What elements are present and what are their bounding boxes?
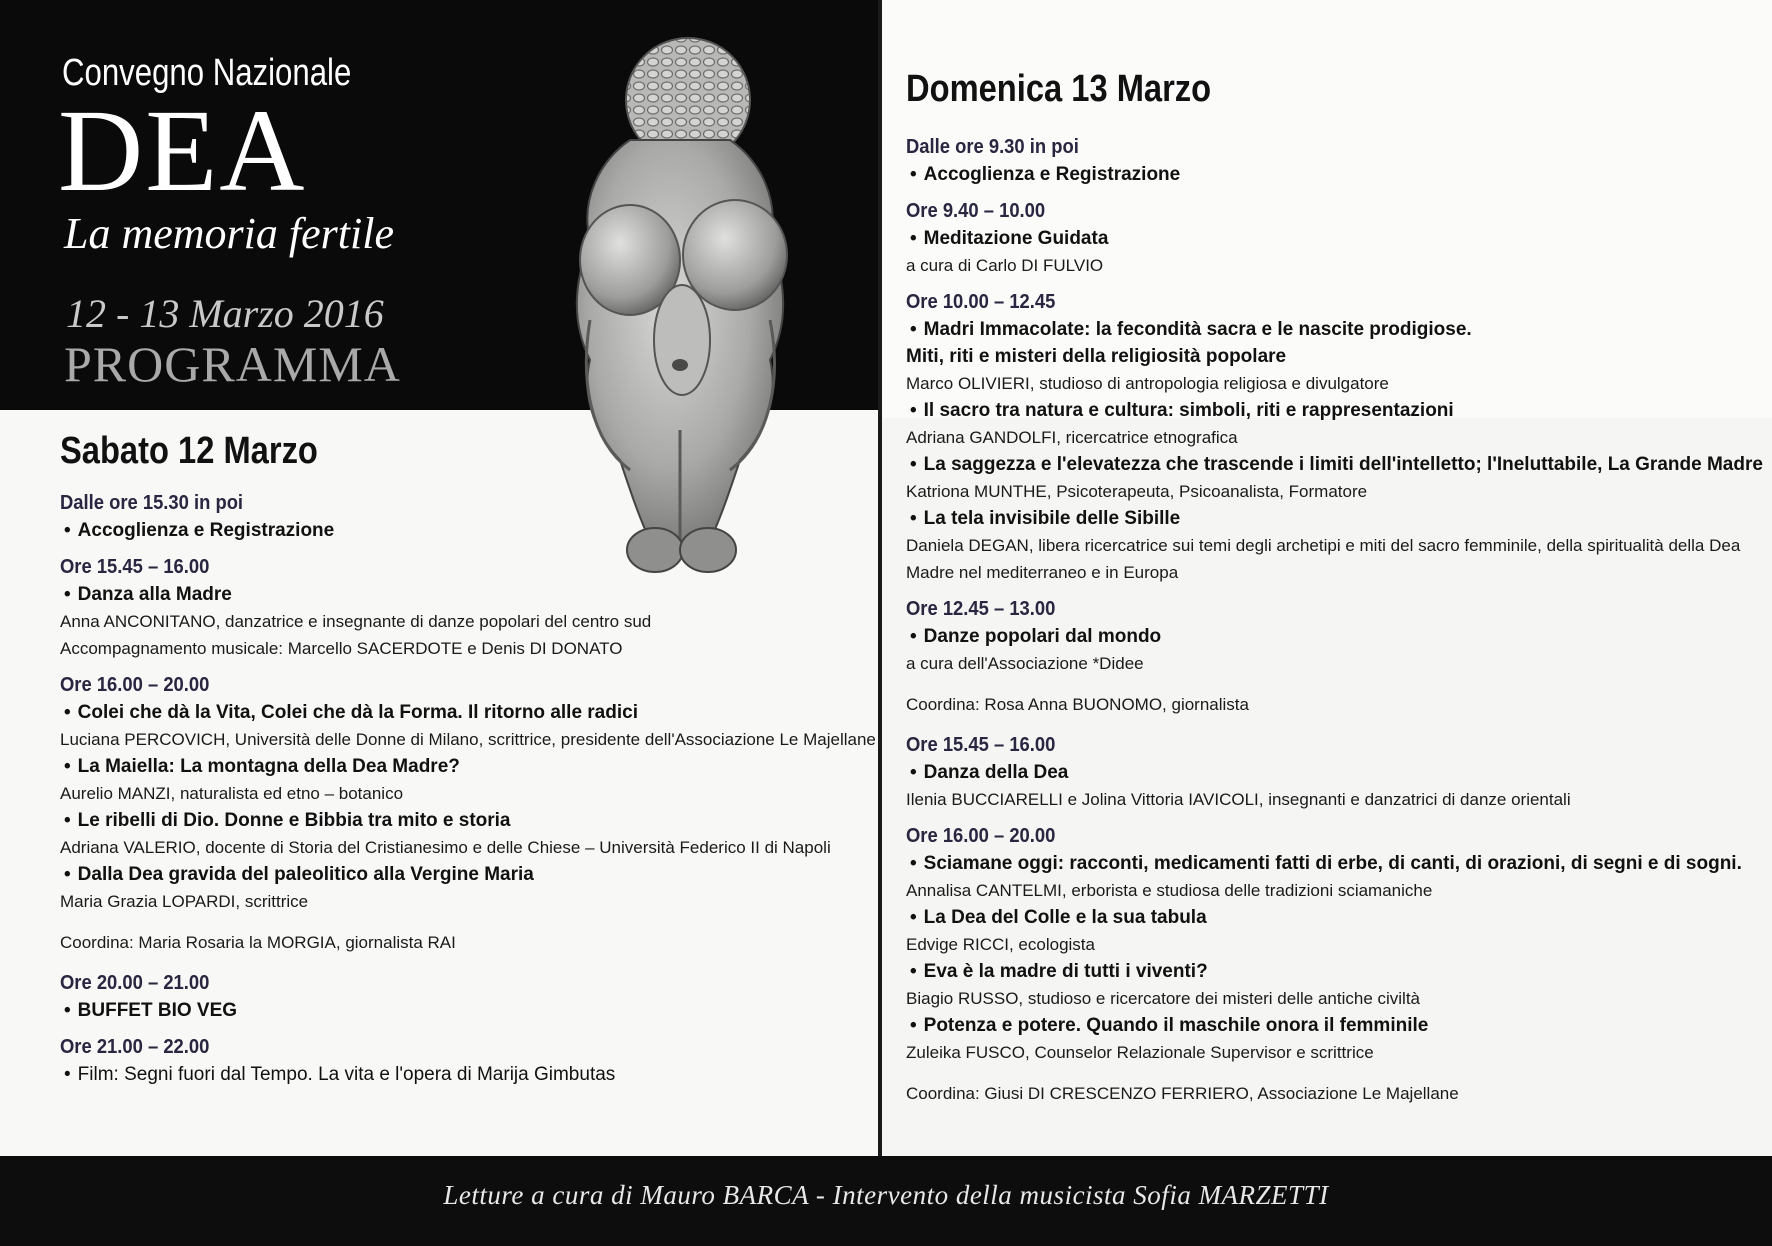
session-title: • Madri Immacolate: la fecondità sacra e le nascite prodigiose. [906, 316, 1766, 343]
program-block [60, 554, 920, 662]
speaker-info: Annalisa CANTELMI, erborista e studiosa delle tradizioni sciamaniche [906, 881, 1433, 900]
session-title: • Le ribelli di Dio. Donne e Bibbia tra mito e storia [60, 807, 920, 834]
session-title: • La saggezza e l'elevatezza che trascende i limiti dell'intelletto; l'Ineluttabile, La Grande Madre [906, 451, 1766, 478]
speaker-info: Ilenia BUCCIARELLI e Jolina Vittoria IAVICOLI, insegnanti e danzatrici di danze orientali [906, 790, 1571, 809]
bullet-icon: • [64, 1000, 71, 1021]
session-title: • Potenza e potere. Quando il maschile onora il femminile [906, 1012, 1766, 1039]
session-time: Ore 15.45 – 16.00 [906, 734, 1056, 756]
session-title: • Sciamane oggi: racconti, medicamenti fatti di erbe, di canti, di orazioni, di segni e di sogni. [906, 850, 1766, 877]
session-title: • Danza della Dea [906, 759, 1766, 786]
session-time: Ore 12.45 – 13.00 [906, 598, 1056, 620]
program-block [60, 490, 920, 544]
event-dates: 12 - 13 Marzo 2016 [66, 291, 384, 336]
session-title: • La Dea del Colle e la sua tabula [906, 904, 1766, 931]
speaker-info: Zuleika FUSCO, Counselor Relazionale Supervisor e scrittrice [906, 1043, 1374, 1062]
speaker-info: a cura di Carlo DI FULVIO [906, 256, 1104, 275]
session-time: Dalle ore 15.30 in poi [60, 492, 244, 514]
speaker-info: Luciana PERCOVICH, Università delle Donne di Milano, scrittrice, presidente dell'Associazione Le Majellane [60, 730, 876, 749]
session-title: • Film: Segni fuori dal Tempo. La vita e l'opera di Marija Gimbutas [60, 1061, 920, 1088]
convegno-label: Convegno Nazionale [62, 52, 352, 94]
speaker-info: Aurelio MANZI, naturalista ed etno – botanico [60, 784, 404, 803]
bullet-icon: • [64, 584, 71, 605]
bullet-icon: • [64, 520, 71, 541]
session-title: • Il sacro tra natura e cultura: simboli, riti e rappresentazioni [906, 397, 1766, 424]
session-time: Ore 21.00 – 22.00 [60, 1036, 210, 1058]
bullet-icon: • [910, 319, 917, 340]
bullet-icon: • [910, 164, 917, 185]
session-title: Miti, riti e misteri della religiosità popolare [906, 346, 1287, 367]
program-block [906, 823, 1766, 1107]
bullet-icon: • [64, 756, 71, 777]
sunday-program [906, 134, 1766, 1121]
speaker-info: Katriona MUNTHE, Psicoterapeuta, Psicoanalista, Formatore [906, 482, 1368, 501]
session-title: • Danze popolari dal mondo [906, 623, 1766, 650]
bullet-icon: • [910, 853, 917, 874]
program-block [60, 1034, 920, 1088]
speaker-info: Anna ANCONITANO, danzatrice e insegnante di danze popolari del centro sud [60, 612, 652, 631]
bullet-icon: • [910, 762, 917, 783]
speaker-info: Accompagnamento musicale: Marcello SACERDOTE e Denis DI DONATO [60, 639, 623, 658]
programma-heading: PROGRAMMA [64, 336, 401, 392]
program-block [906, 198, 1766, 279]
program-block [60, 970, 920, 1024]
program-block [60, 672, 920, 956]
session-time: Ore 15.45 – 16.00 [60, 556, 210, 578]
session-title: • Colei che dà la Vita, Colei che dà la Forma. Il ritorno alle radici [60, 699, 920, 726]
bullet-icon: • [64, 864, 71, 885]
session-title: • Accoglienza e Registrazione [60, 517, 920, 544]
speaker-info: Edvige RICCI, ecologista [906, 935, 1095, 954]
speaker-info: Madre nel mediterraneo e in Europa [906, 563, 1179, 582]
program-block [906, 134, 1766, 188]
bullet-icon: • [64, 1064, 71, 1085]
speaker-info: a cura dell'Associazione *Didee [906, 654, 1144, 673]
subtitle: La memoria fertile [64, 209, 394, 258]
session-time: Dalle ore 9.30 in poi [906, 136, 1079, 158]
speaker-info: Adriana VALERIO, docente di Storia del Cristianesimo e delle Chiese – Università Federico II di Napoli [60, 838, 831, 857]
session-title: • Meditazione Guidata [906, 225, 1766, 252]
program-block [906, 732, 1766, 813]
bullet-icon: • [910, 508, 917, 529]
saturday-heading: Sabato 12 Marzo [60, 430, 318, 472]
bullet-icon: • [910, 1015, 917, 1036]
session-time: Ore 16.00 – 20.00 [906, 825, 1056, 847]
bullet-icon: • [910, 961, 917, 982]
session-time: Ore 16.00 – 20.00 [60, 674, 210, 696]
bullet-icon: • [64, 810, 71, 831]
session-title: • La tela invisibile delle Sibille [906, 505, 1766, 532]
speaker-info: Adriana GANDOLFI, ricercatrice etnografica [906, 428, 1238, 447]
session-title: • Eva è la madre di tutti i viventi? [906, 958, 1766, 985]
speaker-info: Marco OLIVIERI, studioso di antropologia religiosa e divulgatore [906, 374, 1389, 393]
session-title: • Dalla Dea gravida del paleolitico alla Vergine Maria [60, 861, 920, 888]
speaker-info: Biagio RUSSO, studioso e ricercatore dei misteri delle antiche civiltà [906, 989, 1421, 1008]
bullet-icon: • [64, 702, 71, 723]
session-title: • La Maiella: La montagna della Dea Madre? [60, 753, 920, 780]
speaker-info: Maria Grazia LOPARDI, scrittrice [60, 892, 309, 911]
coordinator: Coordina: Maria Rosaria la MORGIA, giornalista RAI [60, 933, 456, 952]
bullet-icon: • [910, 400, 917, 421]
program-block [906, 289, 1766, 586]
session-time: Ore 10.00 – 12.45 [906, 291, 1056, 313]
coordinator: Coordina: Rosa Anna BUONOMO, giornalista [906, 695, 1249, 714]
program-block [906, 596, 1766, 718]
session-time: Ore 9.40 – 10.00 [906, 200, 1046, 222]
speaker-info: Daniela DEGAN, libera ricercatrice sui temi degli archetipi e miti del sacro femminile, della spiritualità della Dea [906, 536, 1741, 555]
page-title: DEA [58, 85, 307, 216]
saturday-program [60, 490, 920, 1098]
bullet-icon: • [910, 626, 917, 647]
sunday-heading: Domenica 13 Marzo [906, 68, 1212, 110]
bullet-icon: • [910, 907, 917, 928]
bullet-icon: • [910, 228, 917, 249]
session-title: • Accoglienza e Registrazione [906, 161, 1766, 188]
coordinator: Coordina: Giusi DI CRESCENZO FERRIERO, Associazione Le Majellane [906, 1084, 1459, 1103]
bullet-icon: • [910, 454, 917, 475]
session-title: • BUFFET BIO VEG [60, 997, 920, 1024]
session-time: Ore 20.00 – 21.00 [60, 972, 210, 994]
footer-credits: Letture a cura di Mauro BARCA - Intervento della musicista Sofia MARZETTI [443, 1180, 1329, 1210]
session-title: • Danza alla Madre [60, 581, 920, 608]
